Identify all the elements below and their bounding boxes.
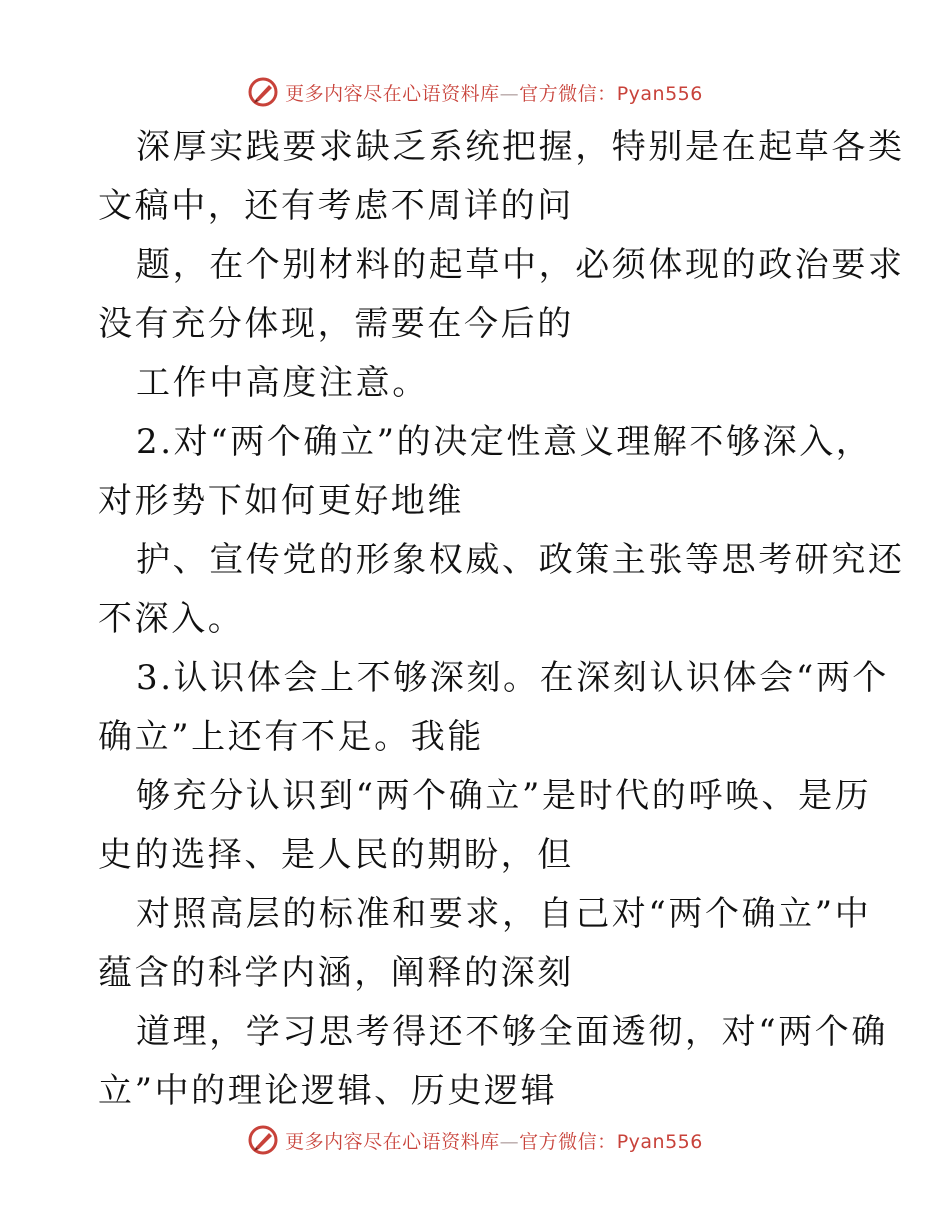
text-line: 够充分认识到“两个确立”是时代的呼唤、是历 <box>136 776 872 816</box>
footer-watermark <box>0 1120 950 1160</box>
text-line: 工作中高度注意。 <box>136 363 429 403</box>
header-watermark <box>0 72 950 112</box>
text-line: 不深入。 <box>98 599 245 639</box>
text-line: 没有充分体现，需要在今后的 <box>98 304 574 344</box>
text-line: 对照高层的标准和要求，自己对“两个确立”中 <box>136 894 872 934</box>
text-line: 史的选择、是人民的期盼，但 <box>98 835 574 875</box>
text-line: 确立”上还有不足。我能 <box>98 717 484 757</box>
text-line: 道理，学习思考得还不够全面透彻，对“两个确 <box>136 1012 888 1052</box>
text-line: 蕴含的科学内涵，阐释的深刻 <box>98 953 574 993</box>
text-line: 题，在个别材料的起草中，必须体现的政治要求 <box>136 245 905 285</box>
text-line: 对形势下如何更好地维 <box>98 481 464 521</box>
text-line: 护、宣传党的形象权威、政策主张等思考研究还 <box>136 540 905 580</box>
text-line: 立”中的理论逻辑、历史逻辑 <box>98 1071 558 1111</box>
document-body <box>98 118 905 1121</box>
text-line: 文稿中，还有考虑不周详的问 <box>98 186 574 226</box>
text-line: 深厚实践要求缺乏系统把握，特别是在起草各类 <box>136 127 905 167</box>
watermark-text: 更多内容尽在心语资料库—官方微信：Pyan556 <box>285 1130 703 1153</box>
watermark-text: 更多内容尽在心语资料库—官方微信：Pyan556 <box>285 82 703 105</box>
text-line: 2.对“两个确立”的决定性意义理解不够深入， <box>136 422 873 462</box>
logo-icon <box>247 76 279 108</box>
text-line: 3.认识体会上不够深刻。在深刻认识体会“两个 <box>136 658 890 698</box>
logo-icon <box>247 1124 279 1156</box>
